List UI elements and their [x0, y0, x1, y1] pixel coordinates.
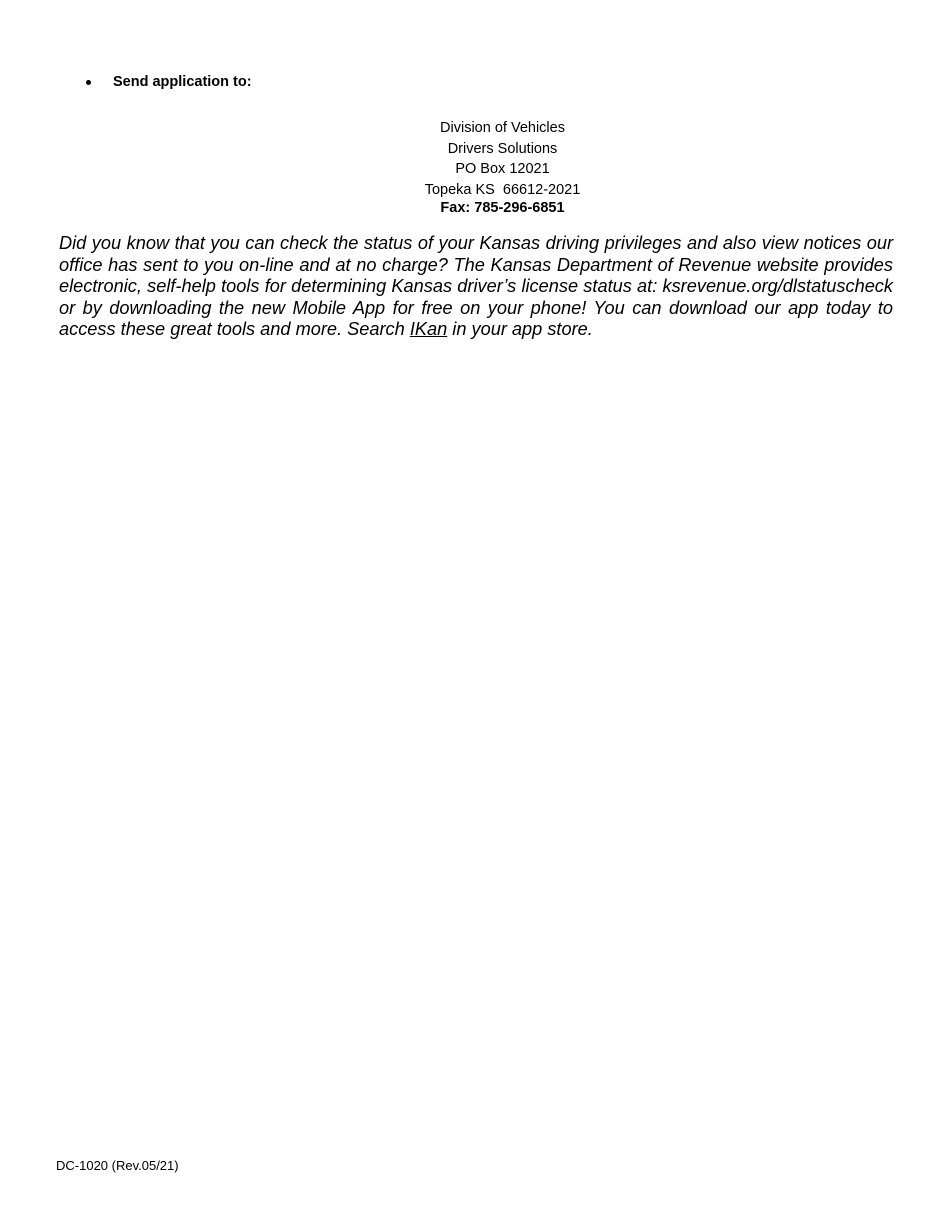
- fax-number: Fax: 785-296-6851: [440, 200, 565, 216]
- address-line-3: PO Box 12021: [455, 161, 550, 177]
- app-name: IKan: [409, 319, 448, 339]
- send-to-bullet: [86, 74, 252, 90]
- notice-text: Did you know that you can check the status of your Kansas driving privileges and also view notices our office has sent to you on-line and at no charge? The Kansas Department of Revenue website provides electronic, self-help tools for determining Kansas driver’s license status at: ksrevenue.org/dlstatuscheck or by downloading the new Mobile App for free on your phone! You can download our app today to access these great tools and more. Search: [59, 233, 893, 339]
- address-line-1: Division of Vehicles: [440, 120, 565, 136]
- address-line-4: Topeka KS 66612-2021: [424, 181, 581, 198]
- notice-text-end: in your app store.: [447, 319, 593, 339]
- bullet-icon: [86, 80, 91, 85]
- send-to-label: Send application to:: [113, 74, 252, 90]
- form-id: DC-1020 (Rev.05/21): [56, 1158, 179, 1173]
- mailing-address: [0, 118, 950, 217]
- status-check-notice: [59, 233, 893, 341]
- address-line-2: Drivers Solutions: [447, 140, 558, 157]
